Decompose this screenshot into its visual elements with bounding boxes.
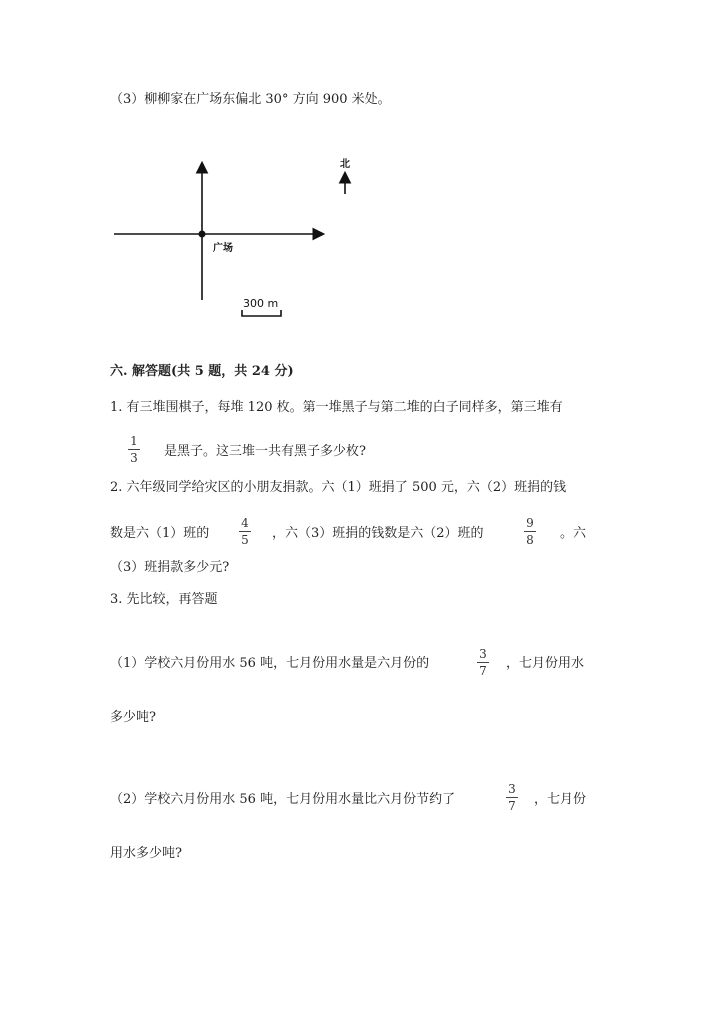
fraction-numerator: 3 (508, 782, 516, 796)
fraction-denominator: 3 (130, 451, 138, 465)
q2-fraction-2 (524, 516, 536, 547)
q1-line1: 1. 有三堆围棋子，每堆 120 枚。第一堆黑子与第二堆的白子同样多，第三堆有 (110, 400, 563, 415)
q1-fraction (128, 434, 140, 465)
fraction-denominator: 8 (526, 533, 534, 547)
q3-part1-text-a: （1）学校六月份用水 56 吨，七月份用水量是六月份的 (110, 656, 430, 671)
direction-diagram (0, 150, 400, 330)
center-label: 广场 (213, 243, 233, 254)
q2-fraction-1 (239, 516, 251, 547)
q2-line2-c: 。六 (560, 526, 587, 541)
fraction-numerator: 3 (479, 647, 487, 661)
fraction-bar (239, 531, 251, 532)
q3-part1-text-c: 多少吨? (110, 710, 156, 725)
fraction-denominator: 5 (241, 533, 249, 547)
q3-part2-text-a: （2）学校六月份用水 56 吨，七月份用水量比六月份节约了 (110, 792, 456, 807)
q3-part1-fraction (477, 647, 489, 678)
fraction-denominator: 7 (508, 799, 516, 813)
q3-part2-text-b: ，七月份 (534, 792, 587, 807)
square-center-dot (199, 231, 206, 238)
fraction-bar (128, 449, 140, 450)
q3-part2-fraction (506, 782, 518, 813)
fraction-numerator: 4 (241, 516, 249, 530)
item-3-text: （3）柳柳家在广场东偏北 30° 方向 900 米处。 (110, 92, 391, 107)
fraction-denominator: 7 (479, 664, 487, 678)
q1-line2: 是黑子。这三堆一共有黑子多少枚? (164, 444, 366, 459)
scale-label: 300 m (243, 297, 279, 310)
fraction-bar (506, 797, 518, 798)
fraction-numerator: 1 (130, 434, 138, 448)
q2-line2-a: 数是六（1）班的 (110, 526, 210, 541)
q3-part1-text-b: ，七月份用水 (506, 656, 585, 671)
q3-part2-text-c: 用水多少吨? (110, 846, 182, 861)
q2-line2-b: ，六（3）班捐的钱数是六（2）班的 (272, 526, 484, 541)
scale-bar (242, 310, 281, 316)
fraction-numerator: 9 (526, 516, 534, 530)
q2-line1: 2. 六年级同学给灾区的小朋友捐款。六（1）班捐了 500 元，六（2）班捐的钱 (110, 480, 567, 495)
q3-title: 3. 先比较，再答题 (110, 592, 218, 607)
north-label: 北 (340, 159, 350, 170)
section-heading: 六. 解答题(共 5 题，共 24 分) (110, 364, 294, 379)
q2-line3: （3）班捐款多少元? (110, 560, 230, 575)
fraction-bar (524, 531, 536, 532)
fraction-bar (477, 662, 489, 663)
